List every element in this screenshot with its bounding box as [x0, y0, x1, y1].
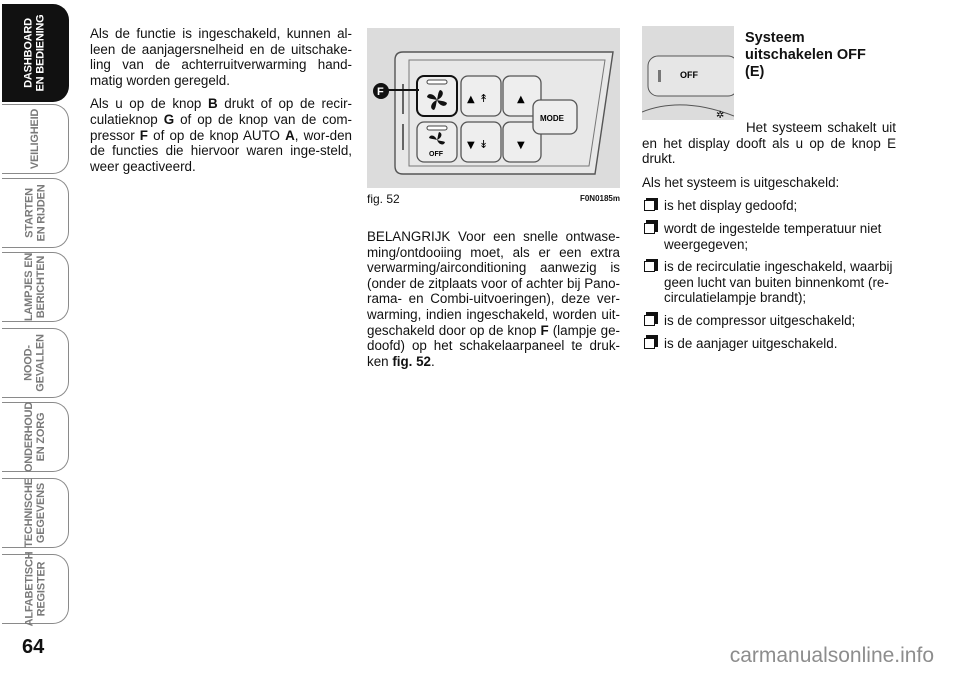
- svg-text:▼: ▼: [467, 140, 475, 151]
- list-item: is de aanjager uitgeschakeld.: [642, 336, 896, 352]
- tab-label: VEILIGHEID: [29, 108, 41, 170]
- paragraph-2: Als u op de knop B drukt of op de recir-culatieknop G of op de knop van de com-pressor F of op de knop AUTO A, wor-den de functies die hiervoor waren inge-steld, weer geactiveerd.: [90, 96, 353, 174]
- svg-text:▲: ▲: [517, 94, 525, 105]
- column-3: [642, 120, 896, 358]
- figure-caption: [367, 192, 620, 206]
- tab-noodgevallen[interactable]: [2, 328, 69, 398]
- svg-text:▲: ▲: [467, 94, 475, 105]
- image-off-label: OFF: [680, 70, 698, 80]
- tab-label: STARTEN EN RIJDEN: [22, 184, 47, 242]
- off-button-image: [642, 26, 734, 120]
- column-1: [90, 26, 352, 182]
- tab-technische[interactable]: [2, 478, 69, 548]
- figure-code: F0N0185m: [579, 194, 620, 203]
- page-number: 64: [22, 636, 45, 658]
- intro-paragraph: Het systeem schakelt uit en het display dooft als u op de knop E drukt.: [642, 120, 896, 167]
- list-item: wordt de ingestelde temperatuur niet weergegeven;: [642, 221, 896, 252]
- mode-label: MODE: [540, 114, 564, 123]
- svg-text:▼: ▼: [517, 140, 525, 151]
- watermark: carmanualsonline.info: [729, 644, 934, 667]
- tab-dashboard[interactable]: [2, 4, 69, 102]
- control-panel-illustration: [367, 28, 620, 188]
- tab-label: DASHBOARD EN BEDIENING: [23, 14, 47, 92]
- tab-veiligheid[interactable]: [2, 104, 69, 174]
- paragraph-1: Als de functie is ingeschakeld, kunnen al-leen de aanjagersnelheid en de uitschake-ling van de achterruitverwarming hand-matig worden geregeld.: [90, 26, 352, 88]
- tab-label: ONDERHOUD EN ZORG: [23, 401, 47, 473]
- tab-label: LAMPJES EN BERICHTEN: [23, 252, 48, 322]
- list-intro: Als het systeem is uitgeschakeld:: [642, 174, 840, 190]
- figure-52: [367, 28, 620, 188]
- off-label: OFF: [429, 151, 443, 158]
- section-heading: Systeem uitschakelen OFF (E): [745, 30, 866, 80]
- tab-alfabetisch[interactable]: [2, 551, 69, 627]
- list-item: is de recirculatie ingeschakeld, waarbij geen lucht van buiten binnenkomt (re-circulatielampje brandt);: [642, 259, 896, 306]
- svg-text:↟: ↟: [479, 92, 489, 105]
- svg-text:✲: ✲: [716, 110, 725, 120]
- tab-onderhoud[interactable]: [2, 402, 69, 472]
- tab-lampjes[interactable]: [2, 252, 69, 322]
- tab-starten[interactable]: [2, 178, 69, 248]
- list-item: is de compressor uitgeschakeld;: [642, 313, 896, 329]
- figure-number: fig. 52: [367, 192, 400, 206]
- list-item: is het display gedoofd;: [642, 198, 896, 214]
- svg-text:↡: ↡: [479, 138, 489, 151]
- column-2: [367, 229, 620, 377]
- tab-label: TECHNISCHE GEGEVENS: [23, 478, 48, 548]
- tab-label: ALFABETISCH REGISTER: [23, 551, 47, 627]
- status-list: [642, 198, 896, 351]
- tab-label: NOOD- GEVALLEN: [22, 334, 47, 392]
- side-navigation: [0, 0, 74, 640]
- callout-f: F: [377, 86, 384, 98]
- important-note: BELANGRIJK Voor een snelle ontwase-ming/ontdooiing moet, als er een extra verwarming/airconditioning aanwezig is (onder de zitplaats voor of achter bij Pano-rama- en Combi-uitvoeringen), deze ver-warming, indien ingeschakeld, worden uit-geschakeld door op de knop F (lampje ge-doofd) op het schakelaarpaneel te druk-ken fig. 52.: [367, 229, 620, 369]
